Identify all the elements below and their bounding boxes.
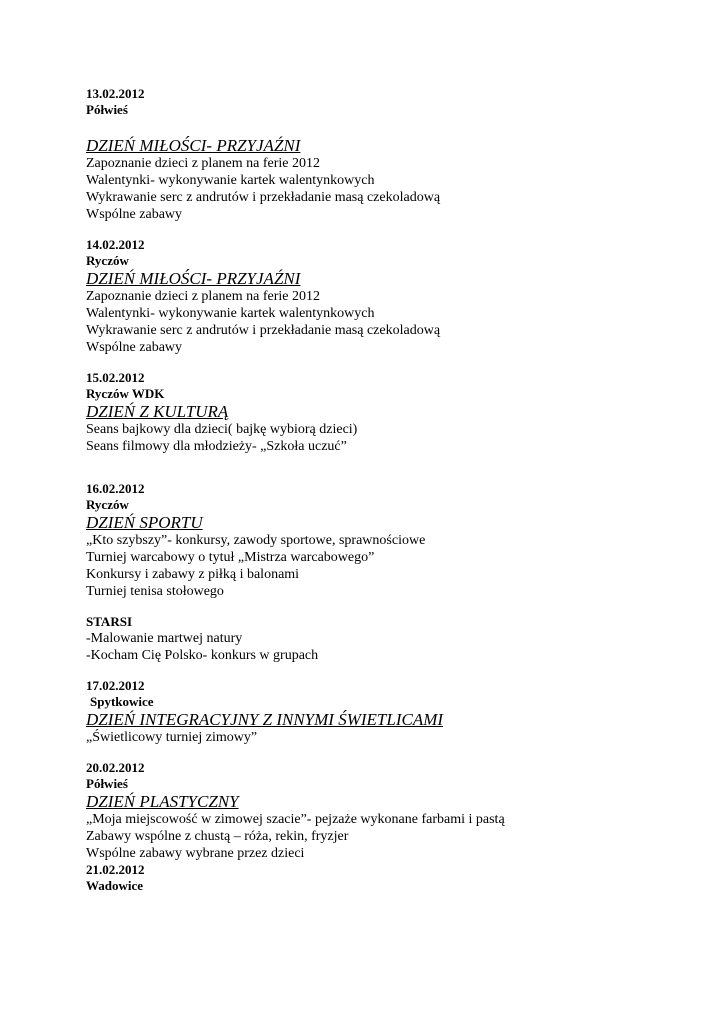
entry-place: Spytkowice (90, 694, 154, 709)
entry-date: 13.02.2012 (86, 86, 145, 101)
group-title: STARSI (86, 614, 133, 629)
schedule-entry (86, 760, 686, 862)
activity-line: Zapoznanie dzieci z planem na ferie 2012 (86, 156, 320, 171)
entry-title: DZIEŃ SPORTU (86, 513, 203, 532)
schedule-entry (86, 481, 686, 664)
entry-date: 17.02.2012 (86, 678, 145, 693)
entry-date: 14.02.2012 (86, 237, 145, 252)
document-page (86, 86, 686, 894)
entry-date: 20.02.2012 (86, 760, 145, 775)
activity-line: Zapoznanie dzieci z planem na ferie 2012 (86, 289, 320, 304)
activity-line: Wspólne zabawy (86, 207, 183, 222)
activity-line: „Moja miejscowość w zimowej szacie”- pejzaże wykonane farbami i pastą (86, 812, 505, 827)
entry-title: DZIEŃ Z KULTURĄ (86, 402, 229, 421)
activity-line: „Świetlicowy turniej zimowy” (86, 730, 258, 745)
activity-line: Wykrawanie serc z andrutów i przekładanie masą czekoladową (86, 323, 441, 338)
activity-line: Wspólne zabawy wybrane przez dzieci (86, 846, 305, 861)
activity-line: -Malowanie martwej natury (86, 631, 243, 646)
entry-place: Ryczów (86, 497, 129, 512)
activity-line: Wykrawanie serc z andrutów i przekładanie masą czekoladową (86, 190, 441, 205)
entry-title: DZIEŃ INTEGRACYJNY Z INNYMI ŚWIETLICAMI (86, 710, 444, 729)
entry-date: 21.02.2012 (86, 862, 145, 877)
entry-place: Półwieś (86, 776, 128, 791)
activity-line: Zabawy wspólne z chustą – róża, rekin, fryzjer (86, 829, 349, 844)
entry-place: Wadowice (86, 878, 144, 893)
activity-line: -Kocham Cię Polsko- konkurs w grupach (86, 648, 319, 663)
schedule-entry (86, 678, 686, 746)
schedule-entry (86, 237, 686, 356)
entry-date: 15.02.2012 (86, 370, 145, 385)
entry-title: DZIEŃ MIŁOŚCI- PRZYJAŹNI (86, 269, 301, 288)
activity-line: Wspólne zabawy (86, 340, 183, 355)
activity-line: Walentynki- wykonywanie kartek walentynkowych (86, 306, 375, 321)
activity-line: Seans bajkowy dla dzieci( bajkę wybiorą dzieci) (86, 422, 358, 437)
entry-title: DZIEŃ MIŁOŚCI- PRZYJAŹNI (86, 136, 301, 155)
activity-line: Konkursy i zabawy z piłką i balonami (86, 567, 300, 582)
schedule-entry (86, 862, 686, 894)
entry-date: 16.02.2012 (86, 481, 145, 496)
activity-line: „Kto szybszy”- konkursy, zawody sportowe, sprawnościowe (86, 533, 426, 548)
entry-place: Półwieś (86, 102, 128, 117)
entry-title: DZIEŃ PLASTYCZNY (86, 792, 239, 811)
entry-place: Ryczów (86, 253, 129, 268)
entry-place: Ryczów WDK (86, 386, 165, 401)
activity-line: Seans filmowy dla młodzieży- „Szkoła uczuć” (86, 439, 347, 454)
activity-line: Walentynki- wykonywanie kartek walentynkowych (86, 173, 375, 188)
activity-line: Turniej warcabowy o tytuł „Mistrza warcabowego” (86, 550, 375, 565)
schedule-entry (86, 370, 686, 455)
activity-line: Turniej tenisa stołowego (86, 584, 224, 599)
schedule-entry (86, 86, 686, 223)
